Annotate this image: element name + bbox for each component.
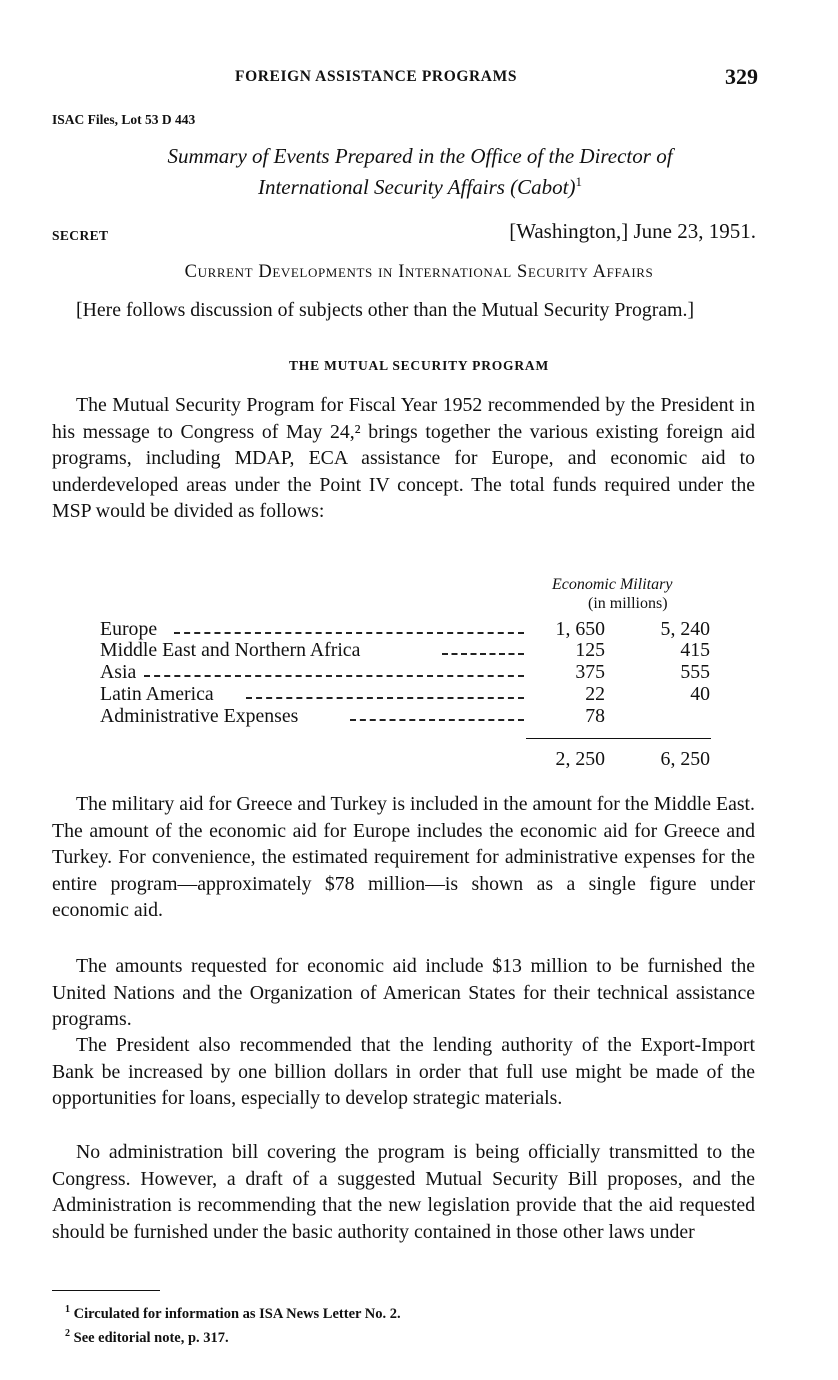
- row-label: Administrative Expenses: [100, 705, 299, 727]
- body-paragraph-text: The amounts requested for economic aid include $13 million to be furnished the United Nations and the Organization of American States for their technical assistance programs.: [52, 955, 755, 1030]
- footnotes: [65, 1300, 401, 1348]
- table-column-header: Economic Military: [552, 576, 673, 593]
- dot-leader: [350, 719, 524, 721]
- page-number: 329: [725, 64, 758, 89]
- document-title-line-1: Summary of Events Prepared in the Office of the Director of: [167, 144, 673, 168]
- row-label: Latin America: [100, 683, 214, 705]
- table-total-row: [100, 748, 720, 770]
- running-head: [0, 64, 838, 94]
- document-title: [60, 143, 780, 200]
- table-total-rule: [526, 738, 711, 739]
- footnote-text: See editorial note, p. 317.: [73, 1329, 229, 1346]
- body-paragraph: [52, 953, 755, 1033]
- table-row: [100, 661, 720, 683]
- editorial-note: [52, 297, 755, 324]
- row-economic: 22: [585, 683, 605, 705]
- dot-leader: [144, 675, 524, 677]
- section-heading: THE MUTUAL SECURITY PROGRAM: [289, 358, 549, 373]
- body-paragraph: [52, 1032, 755, 1112]
- footnote-number: 1: [65, 1304, 70, 1315]
- row-military: 5, 240: [660, 618, 710, 640]
- footnote-number: 2: [65, 1327, 70, 1339]
- footnote: [65, 1324, 401, 1348]
- table-row: [100, 705, 720, 727]
- table-row: [100, 639, 720, 661]
- editorial-note-text: [Here follows discussion of subjects other than the Mutual Security Program.]: [76, 299, 695, 321]
- table-row: [100, 683, 720, 705]
- row-military: 415: [680, 639, 710, 661]
- row-economic: 1, 650: [555, 618, 605, 640]
- document-title-line-2-wrap: [60, 169, 780, 200]
- row-economic: 78: [585, 705, 605, 727]
- footnote-ref-1: 1: [575, 174, 582, 189]
- body-paragraph-text: The President also recommended that the lending authority of the Export-Import Bank be increased by one billion dollars in order that full use might be made of the opportunities for loans, especially to develop strategic materials.: [52, 1034, 755, 1109]
- dot-leader: [246, 697, 524, 699]
- body-paragraph: [52, 791, 755, 924]
- table-unit-header: (in millions): [588, 595, 668, 612]
- document-title-line-2: International Security Affairs (Cabot): [257, 175, 576, 199]
- row-military: 40: [690, 683, 710, 705]
- body-paragraph-text: The military aid for Greece and Turkey is included in the amount for the Middle East. The amount of the economic aid for Europe includes the economic aid for Greece and Turkey. For convenience, the estimated requirement for administrative expenses for the entire program—approximately $78 million—is shown as a single figure under economic aid.: [52, 793, 755, 921]
- total-military: 6, 250: [660, 748, 710, 770]
- dot-leader: [174, 632, 524, 634]
- footnote-text: Circulated for information as ISA News Letter No. 2.: [73, 1305, 401, 1322]
- footnote: [65, 1300, 401, 1324]
- running-head-title: FOREIGN ASSISTANCE PROGRAMS: [235, 68, 518, 85]
- dateline: [Washington,] June 23, 1951.: [509, 219, 756, 243]
- body-paragraph: [52, 1139, 755, 1245]
- document-heading: Current Developments in International Security Affairs: [184, 262, 654, 282]
- row-label: Europe: [100, 618, 158, 640]
- dot-leader: [442, 653, 524, 655]
- row-label: Asia: [100, 661, 137, 683]
- classification-marking: SECRET: [52, 228, 109, 243]
- total-economic: 2, 250: [555, 748, 605, 770]
- row-label: Middle East and Northern Africa: [100, 639, 361, 661]
- intro-paragraph: [52, 392, 755, 525]
- footnote-rule: [52, 1290, 160, 1291]
- row-military: 555: [680, 661, 710, 683]
- source-citation: ISAC Files, Lot 53 D 443: [52, 112, 196, 127]
- row-economic: 375: [575, 661, 605, 683]
- row-economic: 125: [575, 639, 605, 661]
- table-row: [100, 618, 720, 640]
- body-paragraph-text: No administration bill covering the program is being officially transmitted to the Congress. However, a draft of a suggested Mutual Security Bill proposes, and the Administration is recommending that the new legislation provide that the aid requested should be furnished under the basic authority contained in those other laws under: [52, 1141, 755, 1243]
- intro-paragraph-text: The Mutual Security Program for Fiscal Year 1952 recommended by the President in his message to Congress of May 24,² brings together the various existing foreign aid programs, including MDAP, ECA assistance for Europe, and economic aid to underdeveloped areas under the Point IV concept. The total funds required under the MSP would be divided as follows:: [52, 394, 755, 522]
